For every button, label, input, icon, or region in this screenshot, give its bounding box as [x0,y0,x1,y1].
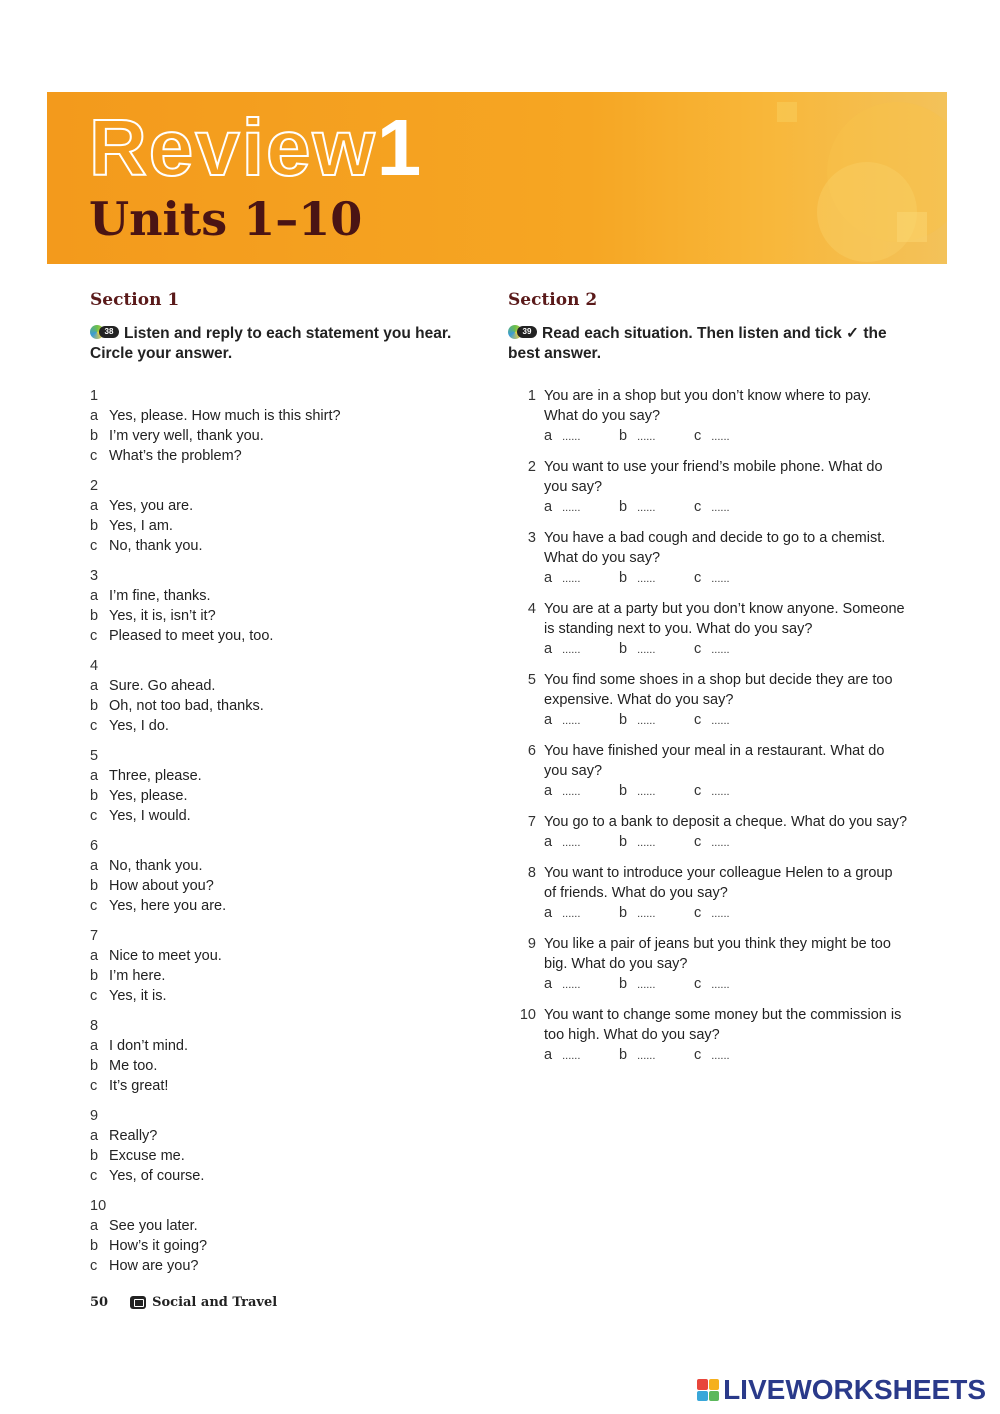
header-banner [47,92,947,264]
liveworksheets-watermark [697,1374,986,1406]
tick-letter: c [694,570,702,586]
tick-box-c[interactable] [694,639,769,660]
situation-item [508,812,908,853]
option-letter: c [90,448,98,464]
option-letter: a [90,768,99,784]
situation-number: 2 [527,459,536,475]
situation-text: You are in a shop but you don’t know where to pay. What do you say? [544,388,872,424]
tick-answers [544,832,908,853]
tick-blank[interactable]: ...... [711,502,730,514]
option-text: Sure. Go ahead. [109,678,216,694]
tick-box-b[interactable] [619,639,694,660]
option-text: Yes, I am. [109,518,173,534]
section-2-instruction: 39 Read each situation. Then listen and tick ✓ the best answer. [508,325,887,362]
answer-option[interactable] [90,536,490,556]
tick-letter: c [694,712,702,728]
situation-number: 10 [519,1007,536,1023]
option-text: I’m here. [109,968,166,984]
question-block [90,386,490,466]
tick-box-a[interactable] [544,639,619,660]
situation-text: You are at a party but you don’t know anyone. Someone is standing next to you. What do you say? [544,601,905,637]
situation-text: You have finished your meal in a restaurant. What do you say? [544,743,885,779]
answer-option[interactable] [90,426,490,446]
tick-box-a[interactable] [544,710,619,731]
tick-box-c[interactable] [694,568,769,589]
answer-option[interactable] [90,1126,490,1146]
tick-answers [544,781,908,802]
book-title: Social and Travel [152,1295,278,1310]
option-text: See you later. [109,1218,198,1234]
review-title: Review1 [89,103,424,192]
situation-item [508,1005,908,1066]
tick-box-c[interactable] [694,710,769,731]
question-block [90,656,490,736]
tick-letter: a [544,641,553,657]
answer-option[interactable] [90,406,490,426]
situation-text: You want to introduce your colleague Helen to a group of friends. What do you say? [544,865,893,901]
tick-blank[interactable]: ...... [711,908,730,920]
question-number: 10 [90,1198,107,1214]
option-letter: a [90,498,99,514]
tick-letter: b [619,499,628,515]
section-1 [90,290,490,1286]
question-number: 7 [90,928,99,944]
option-letter: b [90,1238,99,1254]
tick-blank[interactable]: ...... [711,1050,730,1062]
option-letter: b [90,608,99,624]
option-text: How are you? [109,1258,199,1274]
tick-blank[interactable]: ...... [711,715,730,727]
page-number: 50 [90,1295,109,1310]
answer-option[interactable] [90,1076,490,1096]
question-number: 5 [90,748,99,764]
tick-blank[interactable]: ...... [711,837,730,849]
option-letter: b [90,428,99,444]
answer-option[interactable] [90,1166,490,1186]
option-letter: a [90,948,99,964]
tick-box-a[interactable] [544,781,619,802]
situation-number: 3 [527,530,536,546]
book-icon [130,1296,146,1309]
answer-option[interactable] [90,496,490,516]
question-number: 2 [90,478,99,494]
answer-option[interactable] [90,856,490,876]
situation-item [508,670,908,731]
tick-blank[interactable]: ...... [562,908,581,920]
option-text: Yes, it is, isn’t it? [109,608,216,624]
option-letter: b [90,1148,99,1164]
tick-blank[interactable]: ...... [711,431,730,443]
tick-answers [544,568,908,589]
section-2 [508,290,908,1076]
option-text: Yes, you are. [109,498,194,514]
tick-blank[interactable]: ...... [637,502,656,514]
tick-blank[interactable]: ...... [637,908,656,920]
tick-answers [544,426,908,447]
option-text: I’m very well, thank you. [109,428,264,444]
tick-letter: b [619,1047,628,1063]
tick-blank[interactable]: ...... [711,644,730,656]
tick-letter: a [544,834,553,850]
tick-blank[interactable]: ...... [562,1050,581,1062]
tick-letter: c [694,1047,702,1063]
option-text: Yes, please. How much is this shirt? [109,408,341,424]
answer-option[interactable] [90,1036,490,1056]
cd-audio-icon[interactable]: 38 [90,325,120,339]
tick-blank[interactable]: ...... [562,502,581,514]
option-letter: a [90,588,99,604]
tick-blank[interactable]: ...... [637,837,656,849]
tick-letter: a [544,428,553,444]
option-letter: a [90,408,99,424]
answer-option[interactable] [90,966,490,986]
question-block [90,566,490,646]
tick-box-a[interactable] [544,903,619,924]
option-letter: b [90,968,99,984]
tick-box-a[interactable] [544,974,619,995]
section-2-title: Section 2 [508,290,598,310]
question-block [90,1196,490,1276]
option-text: Yes, it is. [109,988,167,1004]
option-text: How’s it going? [109,1238,208,1254]
tick-letter: a [544,712,553,728]
tick-blank[interactable]: ...... [637,1050,656,1062]
tick-box-c[interactable] [694,1045,769,1066]
option-letter: b [90,878,99,894]
question-block [90,836,490,916]
tick-answers [544,497,908,518]
tick-letter: b [619,976,628,992]
tick-blank[interactable]: ...... [562,979,581,991]
answer-option[interactable] [90,586,490,606]
option-text: I don’t mind. [109,1038,188,1054]
option-text: Yes, I would. [109,808,191,824]
tick-blank[interactable]: ...... [637,573,656,585]
tick-blank[interactable]: ...... [711,979,730,991]
option-text: Three, please. [109,768,202,784]
tick-letter: c [694,834,702,850]
tick-blank[interactable]: ...... [637,786,656,798]
tick-letter: a [544,905,553,921]
answer-option[interactable] [90,806,490,826]
answer-option[interactable] [90,516,490,536]
question-block [90,476,490,556]
option-letter: c [90,808,98,824]
tick-letter: c [694,641,702,657]
answer-option[interactable] [90,896,490,916]
answer-option[interactable] [90,986,490,1006]
option-text: No, thank you. [109,858,203,874]
situation-item [508,528,908,589]
tick-box-b[interactable] [619,974,694,995]
situation-text: You find some shoes in a shop but decide they are too expensive. What do you say? [544,672,893,708]
option-letter: c [90,538,98,554]
option-letter: a [90,1218,99,1234]
situation-item [508,457,908,518]
tick-blank[interactable]: ...... [562,644,581,656]
situation-number: 5 [527,672,536,688]
answer-option[interactable] [90,446,490,466]
tick-box-b[interactable] [619,568,694,589]
option-letter: c [90,718,98,734]
section-1-title: Section 1 [90,290,180,310]
option-text: Oh, not too bad, thanks. [109,698,264,714]
tick-letter: c [694,783,702,799]
tick-box-b[interactable] [619,1045,694,1066]
option-text: What’s the problem? [109,448,242,464]
situation-text: You want to change some money but the commission is too high. What do you say? [544,1007,902,1043]
tick-blank[interactable]: ...... [637,644,656,656]
tick-blank[interactable]: ...... [637,979,656,991]
tick-blank[interactable]: ...... [637,431,656,443]
option-letter: c [90,628,98,644]
situation-item [508,741,908,802]
answer-option[interactable] [90,716,490,736]
tick-box-a[interactable] [544,497,619,518]
tick-letter: b [619,570,628,586]
question-number: 6 [90,838,99,854]
tick-box-c[interactable] [694,903,769,924]
tick-box-a[interactable] [544,568,619,589]
tick-blank[interactable]: ...... [562,431,581,443]
situation-item [508,863,908,924]
answer-option[interactable] [90,1216,490,1236]
option-letter: c [90,1168,98,1184]
option-text: Yes, I do. [109,718,169,734]
tick-letter: b [619,712,628,728]
answer-option[interactable] [90,876,490,896]
tick-answers [544,1045,908,1066]
tick-box-a[interactable] [544,426,619,447]
option-letter: c [90,988,98,1004]
liveworksheets-text: LIVEWORKSHEETS [723,1374,986,1405]
tick-letter: b [619,783,628,799]
tick-box-c[interactable] [694,974,769,995]
tick-letter: c [694,428,702,444]
tick-letter: b [619,641,628,657]
option-letter: a [90,1128,99,1144]
tick-box-b[interactable] [619,426,694,447]
tick-box-b[interactable] [619,903,694,924]
tick-box-c[interactable] [694,832,769,853]
tick-answers [544,974,908,995]
option-text: Really? [109,1128,158,1144]
tick-letter: b [619,905,628,921]
answer-option[interactable] [90,606,490,626]
option-letter: b [90,1058,99,1074]
tick-box-b[interactable] [619,832,694,853]
situation-text: You like a pair of jeans but you think they might be too big. What do you say? [544,936,891,972]
option-letter: b [90,518,99,534]
tick-box-b[interactable] [619,497,694,518]
question-block [90,1106,490,1186]
question-number: 3 [90,568,99,584]
tick-box-b[interactable] [619,781,694,802]
question-number: 4 [90,658,99,674]
section-2-situations [508,386,908,1066]
tick-letter: a [544,499,553,515]
tick-letter: c [694,499,702,515]
tick-blank[interactable]: ...... [711,573,730,585]
option-text: How about you? [109,878,214,894]
tick-letter: c [694,905,702,921]
answer-option[interactable] [90,1236,490,1256]
tick-letter: a [544,783,553,799]
units-title: Units 1–10 [89,192,363,246]
tick-blank[interactable]: ...... [562,573,581,585]
tick-box-a[interactable] [544,1045,619,1066]
answer-option[interactable] [90,676,490,696]
situation-number: 8 [527,865,536,881]
tick-box-a[interactable] [544,832,619,853]
question-block [90,926,490,1006]
option-text: Yes, here you are. [109,898,227,914]
option-letter: c [90,898,98,914]
tick-blank[interactable]: ...... [562,715,581,727]
situation-text: You want to use your friend’s mobile phone. What do you say? [544,459,883,495]
tick-answers [544,639,908,660]
section-1-instruction: 38 Listen and reply to each statement you hear. Circle your answer. [90,325,452,362]
liveworksheets-logo-icon [697,1379,719,1401]
situation-number: 4 [527,601,536,617]
tick-blank[interactable]: ...... [562,837,581,849]
option-letter: a [90,1038,99,1054]
question-block [90,1016,490,1096]
question-number: 9 [90,1108,99,1124]
option-letter: c [90,1258,98,1274]
option-text: No, thank you. [109,538,203,554]
situation-number: 6 [527,743,536,759]
answer-option[interactable] [90,946,490,966]
situation-text: You have a bad cough and decide to go to a chemist. What do you say? [544,530,886,566]
tick-box-c[interactable] [694,426,769,447]
answer-option[interactable] [90,1056,490,1076]
situation-number: 1 [527,388,536,404]
question-block [90,746,490,826]
situation-item [508,934,908,995]
option-text: Yes, of course. [109,1168,205,1184]
tick-letter: a [544,570,553,586]
answer-option[interactable] [90,766,490,786]
tick-blank[interactable]: ...... [637,715,656,727]
question-number: 1 [90,388,99,404]
option-letter: a [90,858,99,874]
tick-letter: a [544,976,553,992]
tick-answers [544,903,908,924]
question-number: 8 [90,1018,99,1034]
tick-blank[interactable]: ...... [562,786,581,798]
cd-audio-icon[interactable]: 39 [508,325,538,339]
tick-box-b[interactable] [619,710,694,731]
option-text: Excuse me. [109,1148,185,1164]
option-text: Yes, please. [109,788,188,804]
situation-item [508,599,908,660]
option-letter: b [90,788,99,804]
section-1-questions [90,386,490,1276]
option-text: Pleased to meet you, too. [109,628,274,644]
option-text: Nice to meet you. [109,948,222,964]
situation-number: 7 [527,814,536,830]
option-text: Me too. [109,1058,158,1074]
answer-option[interactable] [90,1146,490,1166]
answer-option[interactable] [90,786,490,806]
situation-text: You go to a bank to deposit a cheque. What do you say? [544,814,908,830]
answer-option[interactable] [90,626,490,646]
tick-blank[interactable]: ...... [711,786,730,798]
option-letter: a [90,678,99,694]
tick-letter: b [619,428,628,444]
page-footer [90,1295,277,1310]
tick-letter: b [619,834,628,850]
decorative-letters-graphic [747,92,947,264]
situation-item [508,386,908,447]
option-text: I’m fine, thanks. [109,588,211,604]
tick-box-c[interactable] [694,497,769,518]
answer-option[interactable] [90,1256,490,1276]
tick-letter: a [544,1047,553,1063]
option-letter: c [90,1078,98,1094]
option-text: It’s great! [109,1078,169,1094]
situation-number: 9 [527,936,536,952]
answer-option[interactable] [90,696,490,716]
tick-letter: c [694,976,702,992]
option-letter: b [90,698,99,714]
tick-box-c[interactable] [694,781,769,802]
tick-answers [544,710,908,731]
